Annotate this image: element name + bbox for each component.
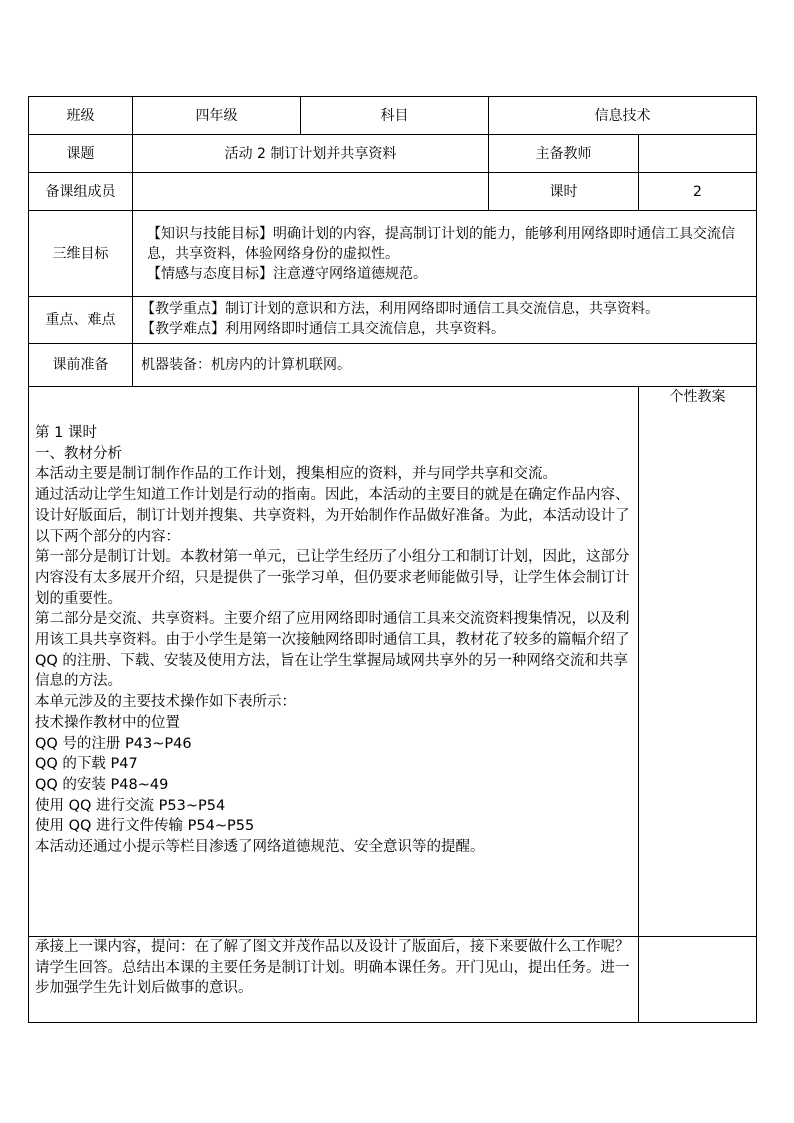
key-focus: 【教学重点】制订计划的意识和方法，利用网络即时通信工具交流信息，共享资料。 (141, 301, 659, 317)
preparation-label: 课前准备 (29, 344, 133, 387)
lesson-line: QQ 的安装 P48~49 (35, 776, 169, 793)
goals-content (133, 211, 757, 297)
row-key-points (29, 297, 757, 344)
hours-value: 2 (639, 173, 757, 211)
lesson-line: 本单元涉及的主要技术操作如下表所示： (35, 694, 296, 711)
row-lesson-body (29, 387, 757, 937)
row-intro (29, 937, 757, 1023)
goals-line-1: 【知识与技能目标】明确计划的内容，提高制订计划的能力，能够利用网络即时通信工具交流信息，共享资料，体验网络身份的虚拟性。 (147, 225, 735, 262)
class-value: 四年级 (133, 97, 301, 135)
lead-teacher-value (639, 135, 757, 173)
members-label: 备课组成员 (29, 173, 133, 211)
lesson-body (29, 387, 639, 937)
preparation-value: 机器装备：机房内的计算机联网。 (133, 344, 757, 387)
goals-line-2: 【情感与态度目标】注意遵守网络道德规范。 (147, 265, 427, 282)
lesson-line: QQ 的下载 P47 (35, 756, 138, 773)
lesson-plan-table (28, 96, 757, 1023)
topic-value: 活动 2 制订计划并共享资料 (133, 135, 489, 173)
lead-teacher-label: 主备教师 (489, 135, 639, 173)
members-value (133, 173, 489, 211)
lesson-line: 第 1 课时 (35, 425, 97, 441)
key-points-content (133, 297, 757, 344)
lesson-line: QQ 号的注册 P43~P46 (35, 735, 192, 752)
lesson-line: 本活动主要是制订制作作品的工作计划，搜集相应的资料，并与同学共享和交流。 (35, 466, 557, 483)
lesson-line: 第一部分是制订计划。本教材第一单元，已让学生经历了小组分工和制订计划，因此，这部分内容没有太多展开介绍，只是提供了一张学习单，但仍要求老师能做引导，让学生体会制订计划的重要性。 (35, 549, 630, 607)
subject-value: 信息技术 (489, 97, 757, 135)
row-topic (29, 135, 757, 173)
lesson-line: 一、教材分析 (35, 445, 122, 462)
intro-side-cell (639, 937, 757, 1023)
personal-plan-label: 个性教案 (669, 389, 726, 405)
personal-plan-column (639, 387, 757, 937)
lesson-line: 本活动还通过小提示等栏目渗透了网络道德规范、安全意识等的提醒。 (35, 839, 485, 856)
lesson-line: 使用 QQ 进行文件传输 P54~P55 (35, 818, 255, 835)
lesson-line: 第二部分是交流、共享资料。主要介绍了应用网络即时通信工具来交流资料搜集情况，以及利用该工具共享资料。由于小学生是第一次接触网络即时通信工具，教材花了较多的篇幅介绍了 QQ 的注册、下载、安装及使用方法，旨在让学生掌握局域网共享外的另一种网络交流和共享信息的方法。 (35, 611, 630, 690)
lesson-line: 通过活动让学生知道工作计划是行动的指南。因此，本活动的主要目的就是在确定作品内容、设计好版面后，制订计划并搜集、共享资料，为开始制作作品做好准备。为此，本活动设计了以下两个部分的内容： (35, 487, 630, 545)
lesson-line: 使用 QQ 进行交流 P53~P54 (35, 797, 226, 814)
class-label: 班级 (29, 97, 133, 135)
subject-label: 科目 (301, 97, 489, 135)
goals-label: 三维目标 (29, 211, 133, 297)
row-preparation (29, 344, 757, 387)
topic-label: 课题 (29, 135, 133, 173)
row-members (29, 173, 757, 211)
intro-content (29, 937, 639, 1023)
key-difficulty: 【教学难点】利用网络即时通信工具交流信息，共享资料。 (141, 321, 505, 337)
row-class (29, 97, 757, 135)
lesson-line: 技术操作教材中的位置 (35, 714, 180, 731)
hours-label: 课时 (489, 173, 639, 211)
key-points-label: 重点、难点 (29, 297, 133, 344)
intro-line-1: 承接上一课内容，提问：在了解了图文并茂作品以及设计了版面后，接下来要做什么工作呢？ (35, 939, 630, 955)
intro-line-2: 请学生回答。总结出本课的主要任务是制订计划。明确本课任务。开门见山，提出任务。进一步加强学生先计划后做事的意识。 (35, 959, 630, 997)
row-goals (29, 211, 757, 297)
